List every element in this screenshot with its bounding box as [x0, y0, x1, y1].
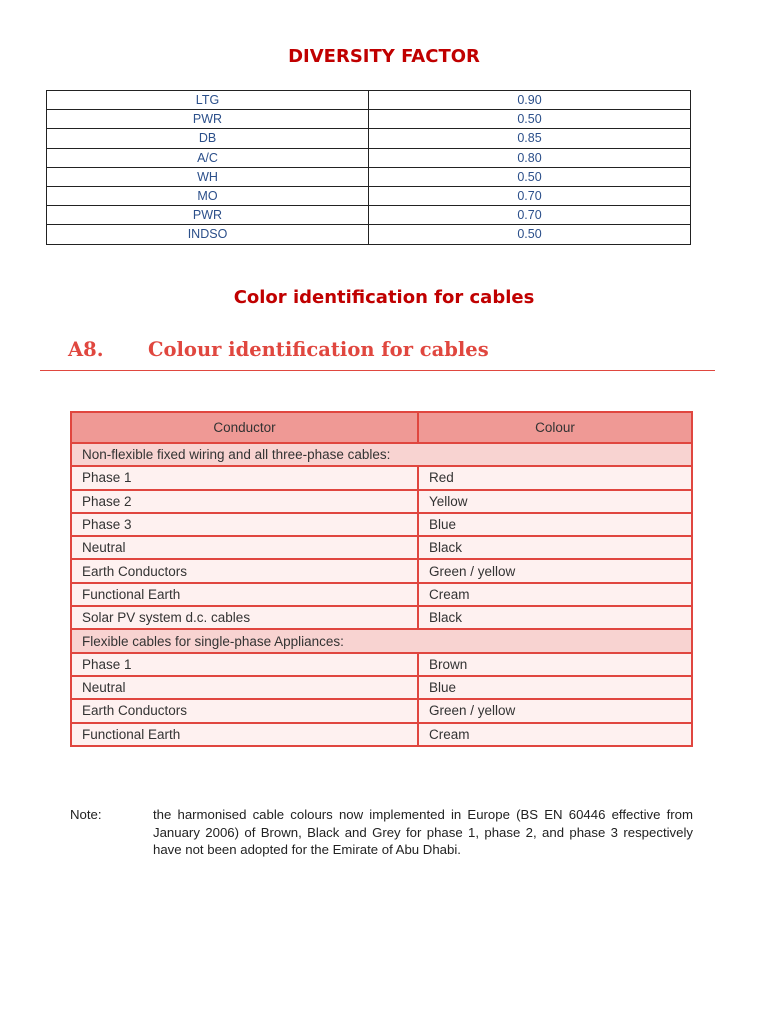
conductor-cell: Phase 1: [71, 653, 418, 676]
conductor-cell: Earth Conductors: [71, 699, 418, 722]
section-label: Non-flexible fixed wiring and all three-phase cables:: [71, 443, 692, 466]
a8-section-heading: [68, 338, 489, 361]
note-label: Note:: [70, 807, 102, 822]
factor-value: 0.85: [369, 129, 691, 148]
colour-cell: Cream: [418, 723, 692, 746]
load-type: MO: [47, 186, 369, 205]
section-number: A8.: [68, 338, 104, 361]
table-row: [71, 559, 692, 582]
color-identification-title: Color identification for cables: [233, 287, 535, 308]
load-type: INDSO: [47, 225, 369, 244]
conductor-cell: Neutral: [71, 536, 418, 559]
table-row: [71, 606, 692, 629]
load-type: LTG: [47, 91, 369, 110]
table-row: [47, 110, 691, 129]
table-row: [47, 167, 691, 186]
cable-colour-table: [70, 411, 693, 747]
table-row: [71, 699, 692, 722]
column-header-conductor: Conductor: [71, 412, 418, 443]
load-type: PWR: [47, 206, 369, 225]
colour-cell: Brown: [418, 653, 692, 676]
colour-cell: Cream: [418, 583, 692, 606]
table-row: [71, 490, 692, 513]
table-row: [71, 723, 692, 746]
table-row: [47, 129, 691, 148]
colour-cell: Blue: [418, 513, 692, 536]
section-row: [71, 629, 692, 652]
conductor-cell: Phase 2: [71, 490, 418, 513]
section-row: [71, 443, 692, 466]
colour-cell: Black: [418, 606, 692, 629]
table-row: [71, 583, 692, 606]
table-row: [71, 676, 692, 699]
table-row: [71, 466, 692, 489]
table-row: [47, 186, 691, 205]
section-label: Flexible cables for single-phase Appliances:: [71, 629, 692, 652]
load-type: WH: [47, 167, 369, 186]
factor-value: 0.70: [369, 186, 691, 205]
factor-value: 0.50: [369, 110, 691, 129]
conductor-cell: Neutral: [71, 676, 418, 699]
section-heading-text: Colour identification for cables: [148, 338, 489, 361]
table-row: [71, 653, 692, 676]
table-row: [47, 225, 691, 244]
colour-cell: Blue: [418, 676, 692, 699]
colour-cell: Yellow: [418, 490, 692, 513]
diversity-factor-table: [46, 90, 691, 245]
diversity-factor-title: DIVERSITY FACTOR: [288, 46, 480, 67]
load-type: A/C: [47, 148, 369, 167]
factor-value: 0.80: [369, 148, 691, 167]
factor-value: 0.50: [369, 167, 691, 186]
table-header-row: [71, 412, 692, 443]
conductor-cell: Functional Earth: [71, 723, 418, 746]
heading-divider: [40, 370, 715, 371]
load-type: DB: [47, 129, 369, 148]
conductor-cell: Phase 3: [71, 513, 418, 536]
table-row: [47, 206, 691, 225]
column-header-colour: Colour: [418, 412, 692, 443]
table-row: [47, 91, 691, 110]
conductor-cell: Earth Conductors: [71, 559, 418, 582]
factor-value: 0.50: [369, 225, 691, 244]
note-text: the harmonised cable colours now implemented in Europe (BS EN 60446 effective from January 2006) of Brown, Black and Grey for phase 1, phase 2, and phase 3 respectively have not been adopted for the Emirate of Abu Dhabi.: [153, 807, 693, 857]
load-type: PWR: [47, 110, 369, 129]
conductor-cell: Solar PV system d.c. cables: [71, 606, 418, 629]
conductor-cell: Phase 1: [71, 466, 418, 489]
conductor-cell: Functional Earth: [71, 583, 418, 606]
colour-cell: Red: [418, 466, 692, 489]
colour-cell: Green / yellow: [418, 559, 692, 582]
table-row: [71, 536, 692, 559]
table-row: [47, 148, 691, 167]
factor-value: 0.90: [369, 91, 691, 110]
colour-cell: Green / yellow: [418, 699, 692, 722]
factor-value: 0.70: [369, 206, 691, 225]
table-row: [71, 513, 692, 536]
colour-cell: Black: [418, 536, 692, 559]
